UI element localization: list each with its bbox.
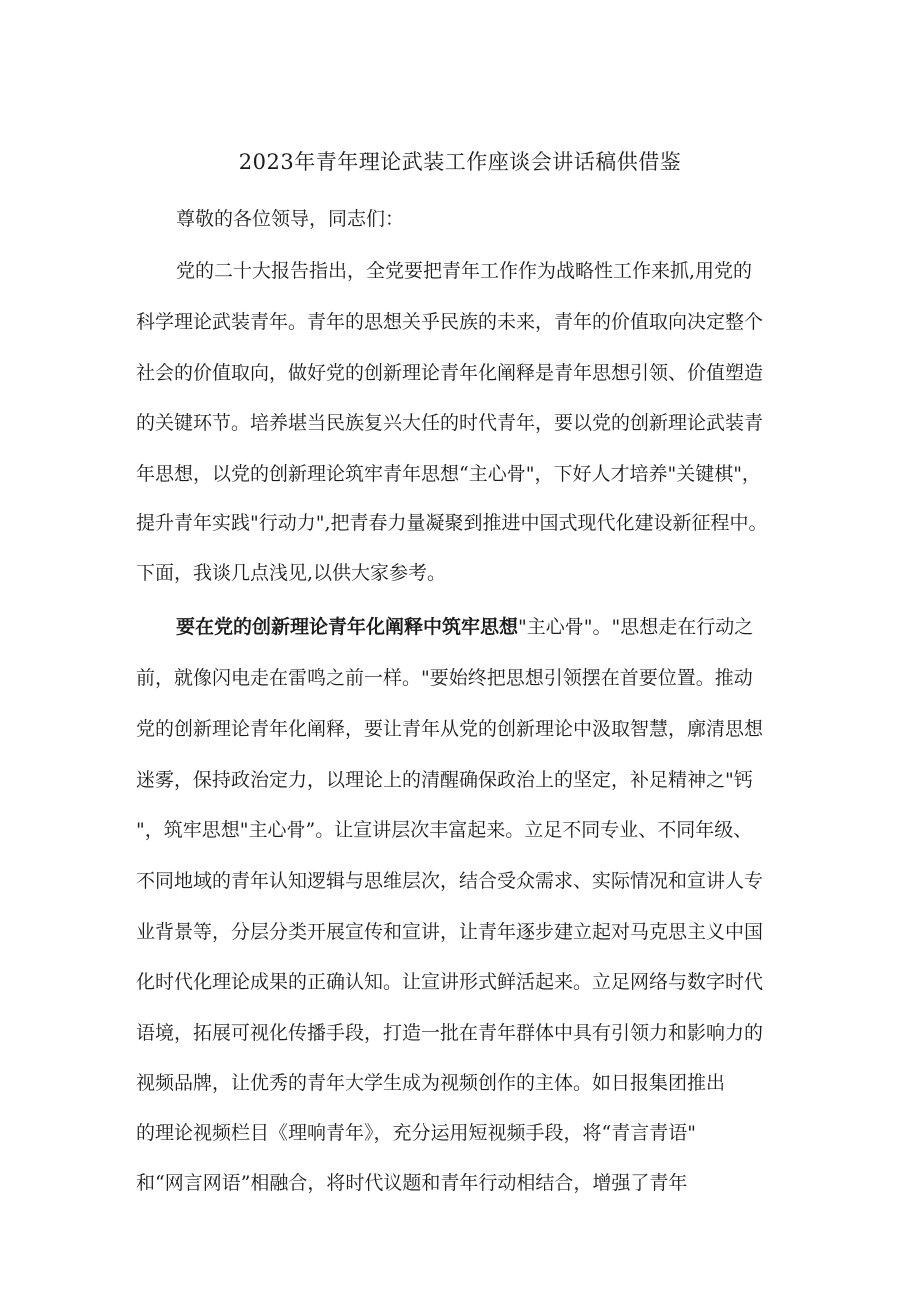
paragraph1-line: 科学理论武装青年。青年的思想关乎民族的未来，青年的价值取向决定整个 (136, 311, 764, 333)
paragraph2-line: 业背景等，分层分类开展宣传和宣讲，让青年逐步建立起对马克思主义中国 (136, 921, 764, 943)
paragraph2-line: 语境，拓展可视化传播手段，打造一批在青年群体中具有引领力和影响力的 (136, 1022, 764, 1044)
paragraph2-line: 不同地域的青年认知逻辑与思维层次，结合受众需求、实际情况和宣讲人专 (136, 870, 764, 892)
paragraph1-line: 的关键环节。培养堪当民族复兴大任的时代青年，要以党的创新理论武装青 (136, 412, 764, 434)
paragraph2-line: "，筑牢思想"主心骨”。让宣讲层次丰富起来。立足不同专业、不同年级、 (136, 819, 753, 841)
paragraph2-heading: 要在党的创新理论青年化阐释中筑牢思想 (176, 616, 519, 638)
paragraph1-line: 提升青年实践"行动力",把青春力量凝聚到推进中国式现代化建设新征程中。 (136, 512, 768, 534)
paragraph2-line: 化时代化理论成果的正确认知。让宣讲形式鲜活起来。立足网络与数字时代 (136, 971, 764, 993)
greeting: 尊敬的各位领导，同志们： (176, 208, 405, 230)
paragraph1-line: 社会的价值取向，做好党的创新理论青年化阐释是青年思想引领、价值塑造 (136, 362, 764, 384)
paragraph2-line: 的理论视频栏目《理响青年》，充分运用短视频手段，将“青言青语" (136, 1122, 696, 1144)
paragraph1-line: 年思想，以党的创新理论筑牢青年思想“主心骨"，下好人才培养"关键棋"， (136, 463, 761, 485)
paragraph2-line: 党的创新理论青年化阐释，要让青年从党的创新理论中汲取智慧，廓清思想 (136, 718, 764, 740)
paragraph1-line: 下面，我谈几点浅见,以供大家参考。 (136, 562, 447, 584)
paragraph2-first-rest: "主心骨"。"思想走在行动之 (518, 616, 754, 638)
paragraph2-line: 前，就像闪电走在雷鸣之前一样。"要始终把思想引领摆在首要位置。推动 (136, 667, 753, 689)
paragraph1-line: 党的二十大报告指出，全党要把青年工作作为战略性工作来抓,用党的 (176, 260, 753, 282)
document-title: 2023年青年理论武装工作座谈会讲话稿供借鉴 (238, 150, 682, 174)
paragraph2-line: 迷雾，保持政治定力，以理论上的清醒确保政治上的坚定，补足精神之"钙 (136, 769, 753, 791)
paragraph2-first-line (176, 612, 753, 642)
paragraph2-line: 视频品牌，让优秀的青年大学生成为视频创作的主体。如日报集团推出 (136, 1072, 726, 1094)
paragraph2-line: 和“网言网语”相融合，将时代议题和青年行动相结合，增强了青年 (136, 1172, 688, 1194)
